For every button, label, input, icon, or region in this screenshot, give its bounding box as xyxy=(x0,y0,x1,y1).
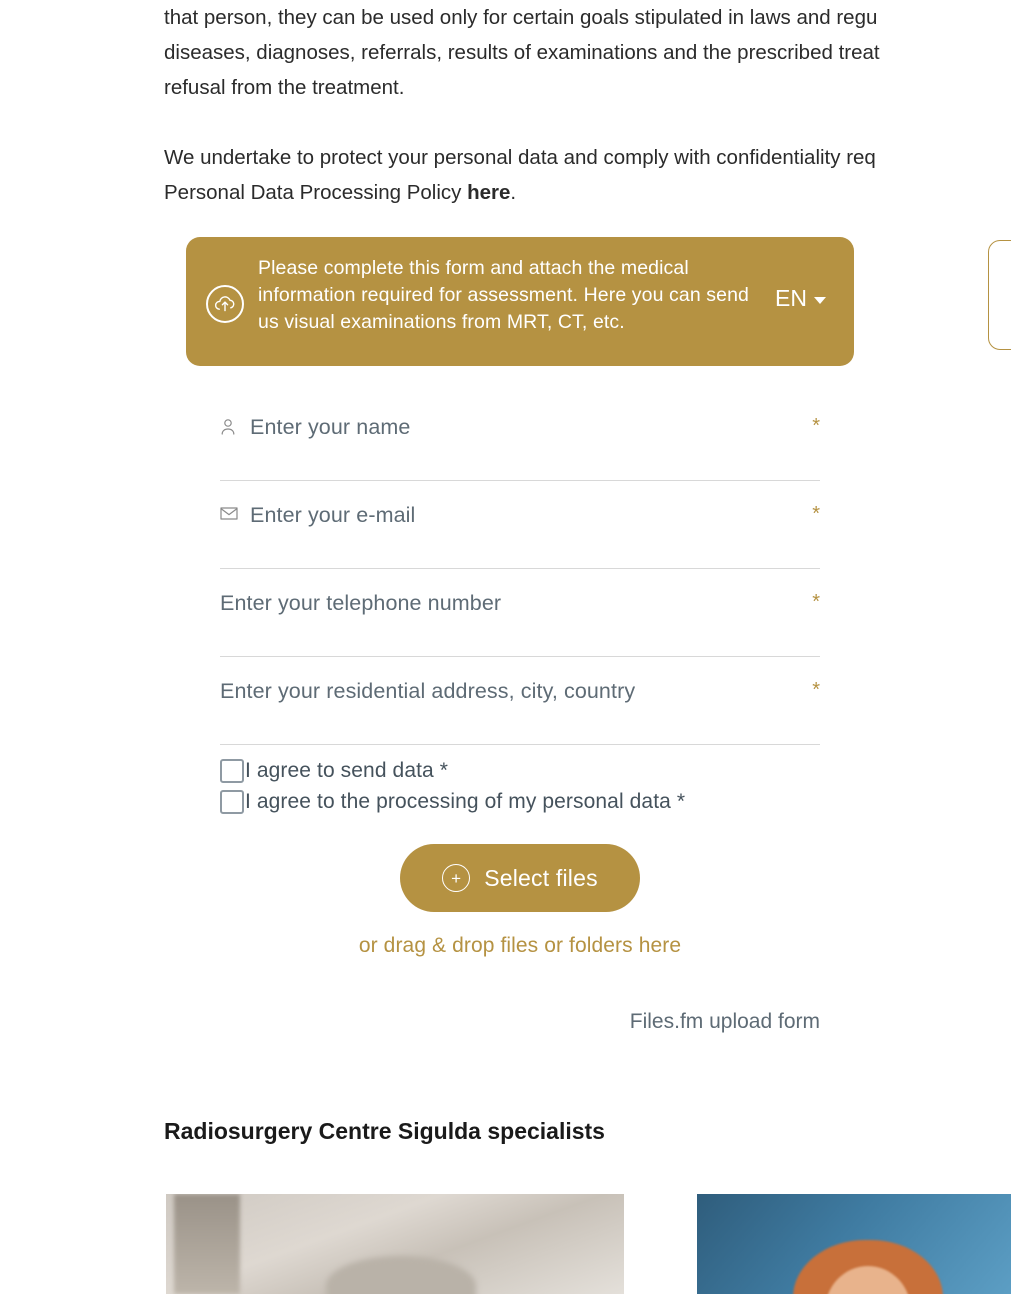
cloud-upload-icon xyxy=(206,285,244,323)
email-required-mark: * xyxy=(812,503,820,525)
select-files-area xyxy=(186,844,854,912)
consent-personal-data-label: I agree to the processing of my personal data * xyxy=(245,790,686,813)
consent-send-data-row[interactable] xyxy=(220,759,820,783)
address-input[interactable]: Enter your residential address, city, country xyxy=(220,679,636,703)
policy-paragraph-1 xyxy=(164,0,1011,105)
upload-form-header xyxy=(186,237,854,366)
select-files-button[interactable] xyxy=(400,844,640,912)
name-field-row[interactable] xyxy=(220,393,820,481)
policy-paragraph-1-line-2: diseases, diagnoses, referrals, results of examinations and the prescribed treat xyxy=(164,41,880,64)
name-input[interactable]: Enter your name xyxy=(250,415,411,439)
upload-form-header-text: Please complete this form and attach the medical information required for assessment. Here you can send us visual examinations from MRT, CT, etc. xyxy=(258,257,749,333)
address-required-mark: * xyxy=(812,679,820,701)
chevron-down-icon xyxy=(814,297,826,304)
phone-field-row[interactable] xyxy=(220,569,820,657)
upload-form-widget xyxy=(186,237,854,958)
policy-paragraph-1-line-1: that person, they can be used only for certain goals stipulated in laws and regu xyxy=(164,6,878,29)
specialist-photo-1[interactable] xyxy=(166,1194,624,1294)
person-icon xyxy=(220,415,246,436)
policy-paragraph-2-line-2-suffix: . xyxy=(510,181,517,204)
name-required-mark: * xyxy=(812,415,820,437)
files-fm-footer-link[interactable]: Files.fm upload form xyxy=(629,1010,820,1033)
select-files-button-label: Select files xyxy=(484,864,598,891)
phone-input[interactable]: Enter your telephone number xyxy=(220,591,502,615)
consent-personal-data-row[interactable] xyxy=(220,790,820,814)
phone-required-mark: * xyxy=(812,591,820,613)
upload-form-fields xyxy=(186,393,854,745)
consent-send-data-checkbox[interactable] xyxy=(220,759,244,783)
policy-paragraph-1-line-3: refusal from the treatment. xyxy=(164,76,405,99)
language-selector[interactable] xyxy=(775,285,826,312)
consent-checkbox-group xyxy=(186,759,854,814)
consent-personal-data-checkbox[interactable] xyxy=(220,790,244,814)
policy-paragraph-2-line-1: We undertake to protect your personal data and comply with confidentiality req xyxy=(164,146,876,169)
envelope-icon xyxy=(220,503,246,520)
email-input[interactable]: Enter your e-mail xyxy=(250,503,416,527)
email-field-row[interactable] xyxy=(220,481,820,569)
specialist-photo-2[interactable] xyxy=(697,1194,1011,1294)
side-card-partial xyxy=(988,240,1011,350)
language-selector-value: EN xyxy=(775,285,807,311)
policy-paragraph-2-line-2-prefix: Personal Data Processing Policy xyxy=(164,181,468,204)
plus-icon: + xyxy=(442,864,470,892)
consent-send-data-label: I agree to send data * xyxy=(245,759,449,782)
drag-drop-hint: or drag & drop files or folders here xyxy=(358,934,682,957)
specialists-section-title: Radiosurgery Centre Sigulda specialists xyxy=(164,1118,605,1144)
policy-paragraph-2 xyxy=(164,140,1011,210)
address-field-row[interactable] xyxy=(220,657,820,745)
policy-policy-link[interactable]: here xyxy=(467,181,511,204)
page-copy xyxy=(164,0,1011,210)
